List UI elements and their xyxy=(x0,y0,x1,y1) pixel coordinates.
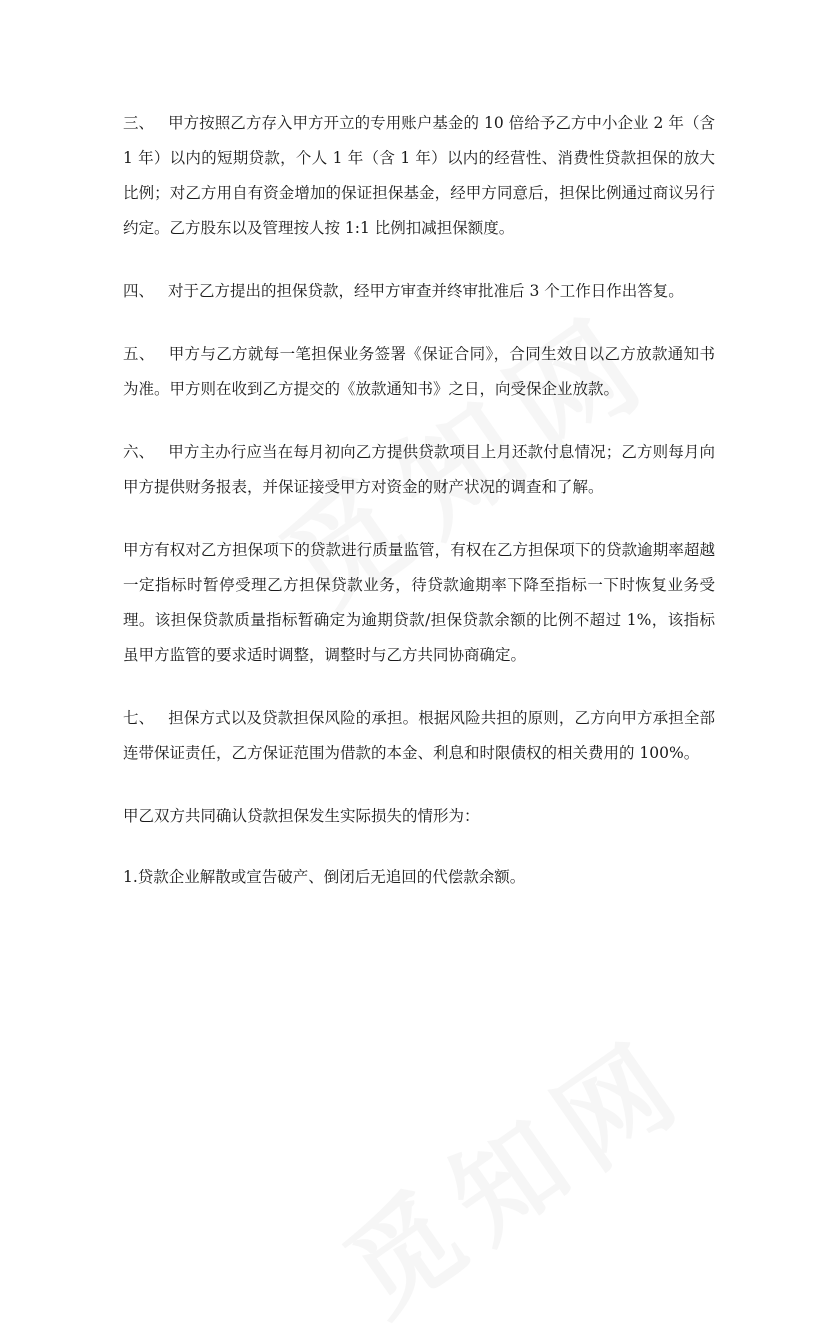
paragraph-clause-5 xyxy=(123,337,715,407)
clause-text: 甲方按照乙方存入甲方开立的专用账户基金的 10 倍给予乙方中小企业 2 年（含 1 年）以内的短期贷款，个人 1 年（含 1 年）以内的经营性、消费性贷款担保的放大比例；对乙方用自有资金增加的保证担保基金，经甲方同意后，担保比例通过商议另行约定。乙方股东以及管理按人按 1:1 比例扣减担保额度。 xyxy=(123,114,715,237)
clause-number: 四、 xyxy=(123,282,155,300)
clause-number: 五、 xyxy=(123,345,155,363)
clause-text: 甲方与乙方就每一笔担保业务签署《保证合同》，合同生效日以乙方放款通知书为准。甲方则在收到乙方提交的《放款通知书》之日，向受保企业放款。 xyxy=(123,345,715,398)
paragraph-text: 1.贷款企业解散或宣告破产、倒闭后无追回的代偿款余额。 xyxy=(123,868,526,886)
clause-text: 甲方主办行应当在每月初向乙方提供贷款项目上月还款付息情况；乙方则每月向甲方提供财务报表，并保证接受甲方对资金的财产状况的调查和了解。 xyxy=(123,443,715,496)
clause-number: 三、 xyxy=(123,114,155,132)
paragraph-clause-7 xyxy=(123,701,715,771)
paragraph-text: 甲乙双方共同确认贷款担保发生实际损失的情形为： xyxy=(123,807,480,825)
watermark-logo xyxy=(309,994,714,1344)
paragraph-clause-4 xyxy=(123,274,715,309)
paragraph-quality-supervision xyxy=(123,533,715,673)
document-body xyxy=(123,106,715,923)
paragraph-clause-6 xyxy=(123,435,715,505)
clause-text: 对于乙方提出的担保贷款，经甲方审查并终审批准后 3 个工作日作出答复。 xyxy=(168,282,684,300)
clause-number: 六、 xyxy=(123,443,155,461)
paragraph-text: 甲方有权对乙方担保项下的贷款进行质量监管，有权在乙方担保项下的贷款逾期率超越一定指标时暂停受理乙方担保贷款业务，待贷款逾期率下降至指标一下时恢复业务受理。该担保贷款质量指标暂确定为逾期贷款/担保贷款余额的比例不超过 1%，该指标虽甲方监管的要求适时调整，调整时与乙方共同协商确定。 xyxy=(123,541,715,664)
clause-number: 七、 xyxy=(123,709,155,727)
paragraph-loss-confirmation xyxy=(123,799,715,834)
clause-text: 担保方式以及贷款担保风险的承担。根据风险共担的原则，乙方向甲方承担全部连带保证责任，乙方保证范围为借款的本金、利息和时限债权的相关费用的 100%。 xyxy=(123,709,715,762)
paragraph-loss-item-1 xyxy=(123,860,715,895)
paragraph-clause-3 xyxy=(123,106,715,246)
